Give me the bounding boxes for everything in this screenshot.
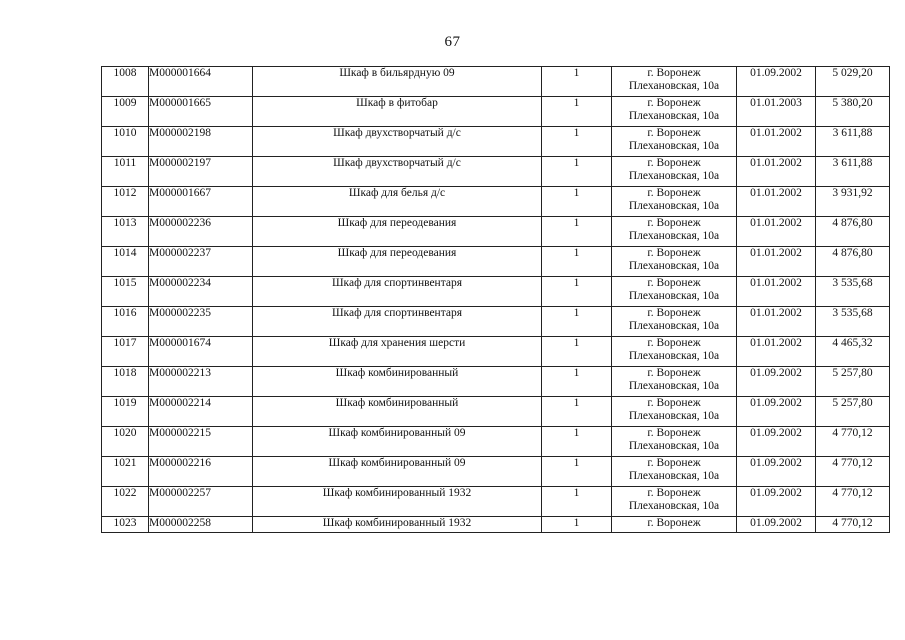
location-city: г. Воронеж xyxy=(647,367,701,379)
location-cell xyxy=(612,97,737,127)
quantity-cell: 1 xyxy=(542,67,612,97)
table-row xyxy=(102,97,890,127)
item-name-cell: Шкаф для спортинвентаря xyxy=(253,277,542,307)
quantity-cell: 1 xyxy=(542,247,612,277)
table-row xyxy=(102,457,890,487)
row-number-cell: 1009 xyxy=(102,97,149,127)
amount-cell: 3 535,68 xyxy=(816,307,890,337)
item-name-cell: Шкаф для хранения шерсти xyxy=(253,337,542,367)
table-body xyxy=(102,67,890,533)
location-street: Плехановская, 10а xyxy=(628,410,720,422)
date-cell: 01.09.2002 xyxy=(737,427,816,457)
location-city: г. Воронеж xyxy=(647,427,701,439)
location-street: Плехановская, 10а xyxy=(628,500,720,512)
item-name-cell: Шкаф комбинированный 1932 xyxy=(253,517,542,533)
inventory-code-cell: М000002214 xyxy=(149,397,253,427)
location-street: Плехановская, 10а xyxy=(628,230,720,242)
item-name-cell: Шкаф двухстворчатый д/с xyxy=(253,127,542,157)
table-row xyxy=(102,397,890,427)
row-number-cell: 1015 xyxy=(102,277,149,307)
location-street: Плехановская, 10а xyxy=(628,260,720,272)
amount-cell: 5 257,80 xyxy=(816,397,890,427)
date-cell: 01.01.2002 xyxy=(737,247,816,277)
table-row xyxy=(102,367,890,397)
row-number-cell: 1019 xyxy=(102,397,149,427)
location-cell xyxy=(612,307,737,337)
location-cell xyxy=(612,367,737,397)
item-name-cell: Шкаф двухстворчатый д/с xyxy=(253,157,542,187)
location-cell xyxy=(612,157,737,187)
table-row xyxy=(102,217,890,247)
location-city: г. Воронеж xyxy=(647,217,701,229)
amount-cell: 4 770,12 xyxy=(816,517,890,533)
item-name-cell: Шкаф для переодевания xyxy=(253,217,542,247)
quantity-cell: 1 xyxy=(542,217,612,247)
amount-cell: 4 770,12 xyxy=(816,457,890,487)
amount-cell: 4 770,12 xyxy=(816,427,890,457)
amount-cell: 4 876,80 xyxy=(816,247,890,277)
location-street: Плехановская, 10а xyxy=(628,170,720,182)
location-city: г. Воронеж xyxy=(647,517,701,529)
table-row xyxy=(102,517,890,533)
location-cell xyxy=(612,457,737,487)
quantity-cell: 1 xyxy=(542,127,612,157)
item-name-cell: Шкаф комбинированный 09 xyxy=(253,427,542,457)
date-cell: 01.09.2002 xyxy=(737,517,816,533)
item-name-cell: Шкаф комбинированный xyxy=(253,367,542,397)
inventory-code-cell: М000002237 xyxy=(149,247,253,277)
date-cell: 01.01.2002 xyxy=(737,277,816,307)
quantity-cell: 1 xyxy=(542,307,612,337)
row-number-cell: 1011 xyxy=(102,157,149,187)
location-cell xyxy=(612,127,737,157)
item-name-cell: Шкаф для переодевания xyxy=(253,247,542,277)
row-number-cell: 1018 xyxy=(102,367,149,397)
row-number-cell: 1023 xyxy=(102,517,149,533)
location-street: Плехановская, 10а xyxy=(628,80,720,92)
location-city: г. Воронеж xyxy=(647,277,701,289)
location-street: Плехановская, 10а xyxy=(628,140,720,152)
date-cell: 01.01.2002 xyxy=(737,127,816,157)
date-cell: 01.09.2002 xyxy=(737,367,816,397)
row-number-cell: 1016 xyxy=(102,307,149,337)
quantity-cell: 1 xyxy=(542,427,612,457)
quantity-cell: 1 xyxy=(542,157,612,187)
location-cell xyxy=(612,217,737,247)
date-cell: 01.01.2002 xyxy=(737,157,816,187)
date-cell: 01.09.2002 xyxy=(737,67,816,97)
inventory-code-cell: М000002234 xyxy=(149,277,253,307)
location-cell xyxy=(612,517,737,533)
row-number-cell: 1020 xyxy=(102,427,149,457)
location-city: г. Воронеж xyxy=(647,397,701,409)
table-row xyxy=(102,277,890,307)
amount-cell: 3 535,68 xyxy=(816,277,890,307)
location-cell xyxy=(612,277,737,307)
row-number-cell: 1021 xyxy=(102,457,149,487)
location-street: Плехановская, 10а xyxy=(628,200,720,212)
quantity-cell: 1 xyxy=(542,97,612,127)
amount-cell: 5 029,20 xyxy=(816,67,890,97)
location-street: Плехановская, 10а xyxy=(628,110,720,122)
location-cell xyxy=(612,247,737,277)
inventory-code-cell: М000002235 xyxy=(149,307,253,337)
location-cell xyxy=(612,487,737,517)
row-number-cell: 1022 xyxy=(102,487,149,517)
location-city: г. Воронеж xyxy=(647,457,701,469)
item-name-cell: Шкаф для белья д/с xyxy=(253,187,542,217)
row-number-cell: 1010 xyxy=(102,127,149,157)
location-street: Плехановская, 10а xyxy=(628,470,720,482)
location-street: Плехановская, 10а xyxy=(628,320,720,332)
amount-cell: 5 257,80 xyxy=(816,367,890,397)
amount-cell: 3 611,88 xyxy=(816,127,890,157)
table-row xyxy=(102,157,890,187)
inventory-code-cell: М000002198 xyxy=(149,127,253,157)
row-number-cell: 1012 xyxy=(102,187,149,217)
row-number-cell: 1014 xyxy=(102,247,149,277)
inventory-code-cell: М000001667 xyxy=(149,187,253,217)
amount-cell: 4 876,80 xyxy=(816,217,890,247)
table-row xyxy=(102,487,890,517)
inventory-code-cell: М000002197 xyxy=(149,157,253,187)
item-name-cell: Шкаф в фитобар xyxy=(253,97,542,127)
inventory-code-cell: М000002257 xyxy=(149,487,253,517)
quantity-cell: 1 xyxy=(542,487,612,517)
quantity-cell: 1 xyxy=(542,397,612,427)
amount-cell: 4 465,32 xyxy=(816,337,890,367)
page-number: 67 xyxy=(444,34,461,50)
table-row xyxy=(102,187,890,217)
item-name-cell: Шкаф комбинированный 09 xyxy=(253,457,542,487)
item-name-cell: Шкаф комбинированный 1932 xyxy=(253,487,542,517)
inventory-code-cell: М000002216 xyxy=(149,457,253,487)
table-row xyxy=(102,247,890,277)
date-cell: 01.01.2003 xyxy=(737,97,816,127)
location-cell xyxy=(612,337,737,367)
date-cell: 01.09.2002 xyxy=(737,487,816,517)
inventory-code-cell: М000001664 xyxy=(149,67,253,97)
amount-cell: 3 931,92 xyxy=(816,187,890,217)
table-row xyxy=(102,127,890,157)
date-cell: 01.01.2002 xyxy=(737,187,816,217)
location-city: г. Воронеж xyxy=(647,307,701,319)
amount-cell: 3 611,88 xyxy=(816,157,890,187)
table-row xyxy=(102,67,890,97)
location-city: г. Воронеж xyxy=(647,247,701,259)
location-city: г. Воронеж xyxy=(647,187,701,199)
table-row xyxy=(102,307,890,337)
quantity-cell: 1 xyxy=(542,337,612,367)
quantity-cell: 1 xyxy=(542,367,612,397)
inventory-code-cell: М000002236 xyxy=(149,217,253,247)
location-street: Плехановская, 10а xyxy=(628,350,720,362)
location-city: г. Воронеж xyxy=(647,127,701,139)
location-cell xyxy=(612,397,737,427)
location-city: г. Воронеж xyxy=(647,97,701,109)
quantity-cell: 1 xyxy=(542,457,612,487)
quantity-cell: 1 xyxy=(542,517,612,533)
inventory-code-cell: М000002215 xyxy=(149,427,253,457)
amount-cell: 4 770,12 xyxy=(816,487,890,517)
location-city: г. Воронеж xyxy=(647,67,701,79)
date-cell: 01.01.2002 xyxy=(737,307,816,337)
row-number-cell: 1013 xyxy=(102,217,149,247)
inventory-code-cell: М000002213 xyxy=(149,367,253,397)
row-number-cell: 1008 xyxy=(102,67,149,97)
table-row xyxy=(102,337,890,367)
location-cell xyxy=(612,67,737,97)
inventory-code-cell: М000001674 xyxy=(149,337,253,367)
date-cell: 01.09.2002 xyxy=(737,397,816,427)
amount-cell: 5 380,20 xyxy=(816,97,890,127)
quantity-cell: 1 xyxy=(542,277,612,307)
location-street: Плехановская, 10а xyxy=(628,380,720,392)
inventory-table xyxy=(101,66,890,533)
date-cell: 01.01.2002 xyxy=(737,337,816,367)
location-city: г. Воронеж xyxy=(647,337,701,349)
item-name-cell: Шкаф комбинированный xyxy=(253,397,542,427)
table-row xyxy=(102,427,890,457)
inventory-code-cell: М000002258 xyxy=(149,517,253,533)
row-number-cell: 1017 xyxy=(102,337,149,367)
location-street: Плехановская, 10а xyxy=(628,290,720,302)
location-city: г. Воронеж xyxy=(647,157,701,169)
inventory-code-cell: М000001665 xyxy=(149,97,253,127)
location-street: Плехановская, 10а xyxy=(628,440,720,452)
item-name-cell: Шкаф для спортинвентаря xyxy=(253,307,542,337)
item-name-cell: Шкаф в бильярдную 09 xyxy=(253,67,542,97)
date-cell: 01.09.2002 xyxy=(737,457,816,487)
location-cell xyxy=(612,427,737,457)
location-cell xyxy=(612,187,737,217)
date-cell: 01.01.2002 xyxy=(737,217,816,247)
quantity-cell: 1 xyxy=(542,187,612,217)
location-city: г. Воронеж xyxy=(647,487,701,499)
